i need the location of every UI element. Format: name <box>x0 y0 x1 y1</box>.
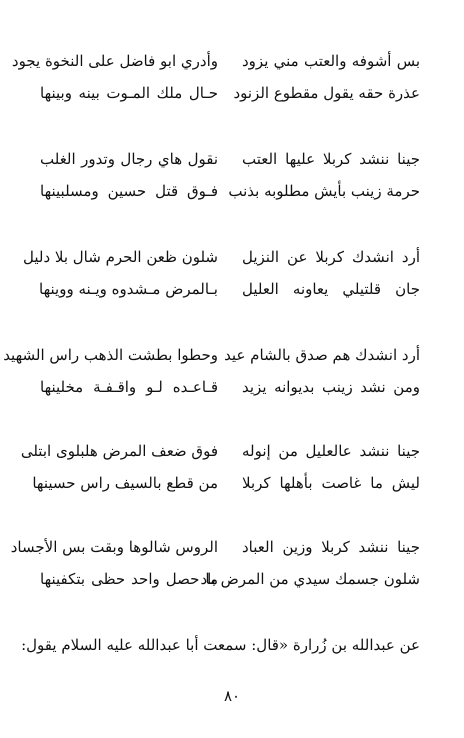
verse-right-hemistich: حرمة زينب بأيش مطلوبه بذنب <box>228 182 420 200</box>
verse-left-hemistich: شلون ظعن الحرم شال بلا دليل <box>22 248 218 266</box>
verse-right-hemistich: جينا ننشد كربلا عليها العتب <box>242 150 420 168</box>
stanza-4 <box>3 340 420 404</box>
verse-right-hemistich: أرد انشدك هم صدق بالشام عيد <box>224 346 420 364</box>
verse-left-hemistich: فوق ضعف المرض هلبلوى ابتلى <box>20 442 218 460</box>
stanza-2 <box>40 144 420 208</box>
verse-line <box>40 564 420 594</box>
verse-left-hemistich: وأدري ابو فاضل على النخوة يجود <box>11 52 218 70</box>
verse-right-hemistich: عذرة حقه يقول مقطوع الزنود <box>233 84 420 102</box>
verse-left-hemistich: نقول هاي رجال وتدور الغلب <box>40 150 218 168</box>
stanza-6 <box>10 532 420 596</box>
verse-right-hemistich: ومن نشد زينب بديوانه يزيد <box>242 378 420 396</box>
verse-line <box>32 468 420 498</box>
verse-left-hemistich: وحطوا بطشت الذهب راس الشهيد <box>3 346 218 364</box>
verse-left-hemistich: حـال ملك المـوت بينه وبينها <box>40 84 218 102</box>
verse-line <box>22 242 420 272</box>
verse-right-hemistich: بس أشوفه والعتب مني يزود <box>242 52 420 70</box>
verse-line <box>3 340 420 370</box>
page-number: ٨٠ <box>223 687 241 705</box>
verse-right-hemistich: شلون جسمك سيدي من المرض باد <box>200 570 420 588</box>
verse-left-hemistich: الروس شالوها وبقت بس الأجساد <box>10 538 218 556</box>
verse-left-hemistich: ما حصل واحد حظى بتكفينها <box>40 570 218 588</box>
verse-left-hemistich: من قطع بالسيف راس حسينها <box>32 474 218 492</box>
stanza-3 <box>22 242 420 306</box>
verse-right-hemistich: جينا ننشد كربلا وزين العباد <box>242 538 420 556</box>
verse-left-hemistich: فـوق قتل حسين ومسلبينها <box>40 182 218 200</box>
verse-right-hemistich: جان قلتيلي يعاونه العليل <box>242 280 420 298</box>
verse-right-hemistich: أرد انشدك كربلا عن النزيل <box>242 248 420 266</box>
verse-line <box>10 532 420 562</box>
verse-line <box>11 46 420 76</box>
verse-right-hemistich: ليش ما غاصت بأهلها كربلا <box>242 474 420 492</box>
verse-line <box>40 144 420 174</box>
verse-line <box>40 78 420 108</box>
verse-left-hemistich: بـالمرض مـشدوه ويـنه ووينها <box>39 280 218 298</box>
verse-line <box>40 372 420 402</box>
verse-right-hemistich: جينا ننشد عالعليل من إنوله <box>242 442 420 460</box>
narration-line: عن عبدالله بن زُرارة «قال: سمعت أبا عبدالله عليه السلام يقول: <box>21 636 420 654</box>
verse-line <box>20 436 420 466</box>
verse-line <box>40 274 420 304</box>
verse-left-hemistich: قـاعـده لـو واقـفـة مخلينها <box>40 378 218 396</box>
verse-line <box>40 176 420 206</box>
stanza-1 <box>11 46 420 110</box>
stanza-5 <box>20 436 420 500</box>
